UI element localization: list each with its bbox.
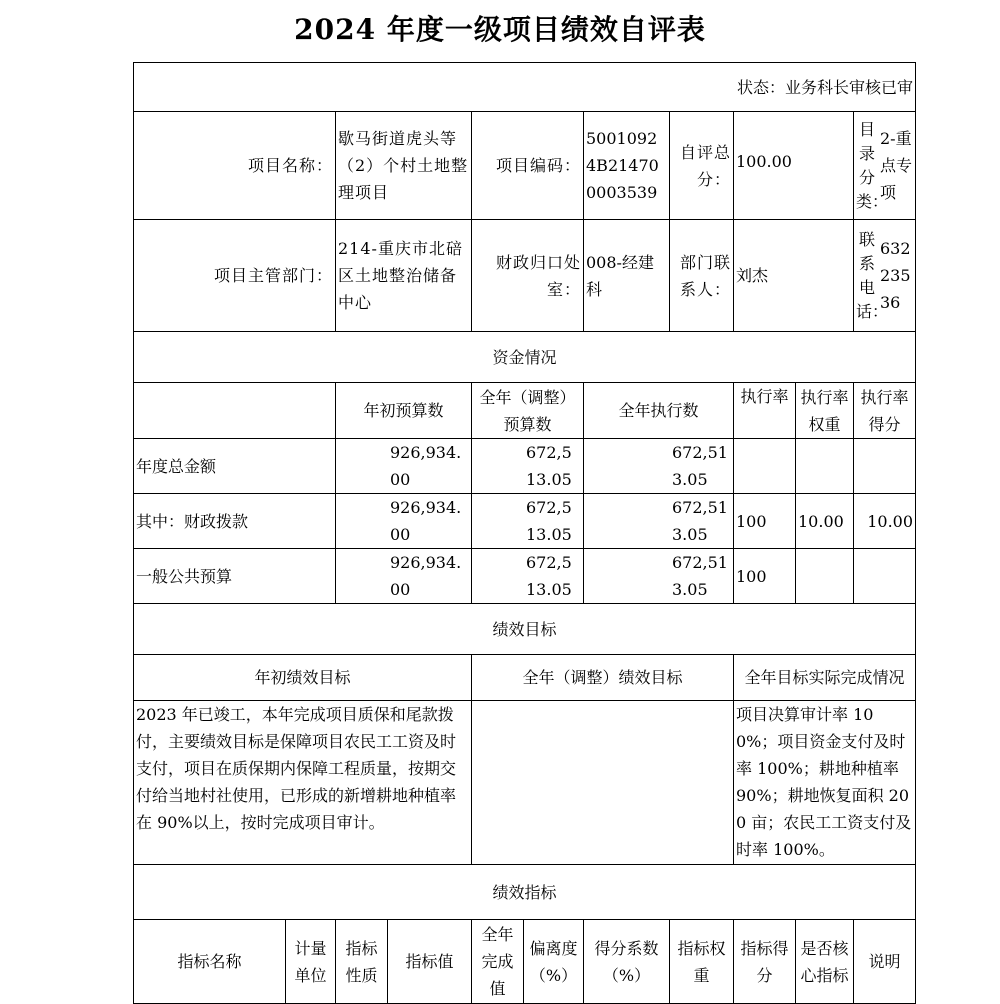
goals-header-actual: 全年目标实际完成情况 xyxy=(734,655,916,701)
ind-header-deviation: 偏离度（%） xyxy=(524,920,584,1004)
funds-header-executed: 全年执行数 xyxy=(584,383,734,439)
goals-header-adjusted: 全年（调整）绩效目标 xyxy=(472,655,734,701)
ind-header-coefficient: 得分系数（%） xyxy=(584,920,670,1004)
finance-value: 008-经建科 xyxy=(584,220,670,332)
funds-row-score xyxy=(854,439,916,494)
funds-header-weight: 执行率权重 xyxy=(796,383,854,439)
funds-header-score: 执行率得分 xyxy=(854,383,916,439)
ind-header-weight: 指标权重 xyxy=(670,920,734,1004)
project-name-value: 歇马街道虎头等（2）个村土地整理项目 xyxy=(336,112,472,220)
ind-header-nature: 指标性质 xyxy=(336,920,388,1004)
contact-value: 刘杰 xyxy=(734,220,854,332)
funds-row-label: 一般公共预算 xyxy=(134,549,336,604)
funds-row-weight xyxy=(796,549,854,604)
funds-header-adjusted: 全年（调整）预算数 xyxy=(472,383,584,439)
ind-header-completed: 全年完成值 xyxy=(472,920,524,1004)
project-code-label: 项目编码： xyxy=(472,112,584,220)
funds-row-initial: 926,934.00 xyxy=(336,439,472,494)
funds-row-executed: 672,513.05 xyxy=(584,494,734,549)
page-title: 2024 年度一级项目绩效自评表 xyxy=(294,13,706,46)
self-score-value: 100.00 xyxy=(734,112,854,220)
funds-header-blank xyxy=(134,383,336,439)
indicators-section-title: 绩效指标 xyxy=(134,865,916,920)
ind-header-unit: 计量单位 xyxy=(286,920,336,1004)
project-code-value: 50010924B214700003539 xyxy=(584,112,670,220)
ind-header-note: 说明 xyxy=(854,920,916,1004)
funds-row-score xyxy=(854,549,916,604)
funds-row-adjusted: 672,513.05 xyxy=(472,439,584,494)
goals-initial-text: 2023 年已竣工，本年完成项目质保和尾款拨付，主要绩效目标是保障项目农民工工资及时支付，项目在质保期内保障工程质量，按期交付给当地村社使用，已形成的新增耕地种植率在 90%以上，按时完成项目审计。 xyxy=(134,701,472,865)
ind-header-core: 是否核心指标 xyxy=(796,920,854,1004)
contact-label: 部门联系人： xyxy=(670,220,734,332)
funds-header-rate: 执行率 xyxy=(734,383,796,439)
goals-section-title: 绩效目标 xyxy=(134,604,916,655)
catalog-value: 2-重点专项 xyxy=(880,129,913,202)
phone-combined xyxy=(854,220,916,332)
finance-label: 财政归口处室： xyxy=(472,220,584,332)
catalog-combined xyxy=(854,112,916,220)
funds-row-rate: 100 xyxy=(734,549,796,604)
review-status: 状态：业务科长审核已审 xyxy=(134,63,916,112)
funds-row-initial: 926,934.00 xyxy=(336,494,472,549)
phone-value: 63223536 xyxy=(880,239,911,312)
funds-row-initial: 926,934.00 xyxy=(336,549,472,604)
goals-actual-text: 项目决算审计率 100%；项目资金支付及时率 100%；耕地种植率 90%；耕地恢复面积 200 亩；农民工工资支付及时率 100%。 xyxy=(734,701,916,865)
funds-row-rate xyxy=(734,439,796,494)
funds-row-rate: 100 xyxy=(734,494,796,549)
funds-row-adjusted: 672,513.05 xyxy=(472,494,584,549)
self-score-label: 自评总分： xyxy=(670,112,734,220)
ind-header-name: 指标名称 xyxy=(134,920,286,1004)
funds-row-label: 年度总金额 xyxy=(134,439,336,494)
funds-row-weight: 10.00 xyxy=(796,494,854,549)
goals-header-initial: 年初绩效目标 xyxy=(134,655,472,701)
funds-row-executed: 672,513.05 xyxy=(584,549,734,604)
evaluation-table xyxy=(133,62,916,1004)
phone-label: 联系电话： xyxy=(856,229,889,321)
funds-row-weight xyxy=(796,439,854,494)
funds-row-adjusted: 672,513.05 xyxy=(472,549,584,604)
funds-row-label: 其中：财政拨款 xyxy=(134,494,336,549)
funds-header-initial: 年初预算数 xyxy=(336,383,472,439)
funds-section-title: 资金情况 xyxy=(134,332,916,383)
dept-label: 项目主管部门： xyxy=(134,220,336,332)
project-name-label: 项目名称： xyxy=(134,112,336,220)
ind-header-value: 指标值 xyxy=(388,920,472,1004)
dept-value: 214-重庆市北碚区土地整治储备中心 xyxy=(336,220,472,332)
catalog-label: 目录分类： xyxy=(856,119,889,211)
goals-adjusted-text xyxy=(472,701,734,865)
ind-header-score: 指标得分 xyxy=(734,920,796,1004)
funds-row-executed: 672,513.05 xyxy=(584,439,734,494)
funds-row-score: 10.00 xyxy=(854,494,916,549)
